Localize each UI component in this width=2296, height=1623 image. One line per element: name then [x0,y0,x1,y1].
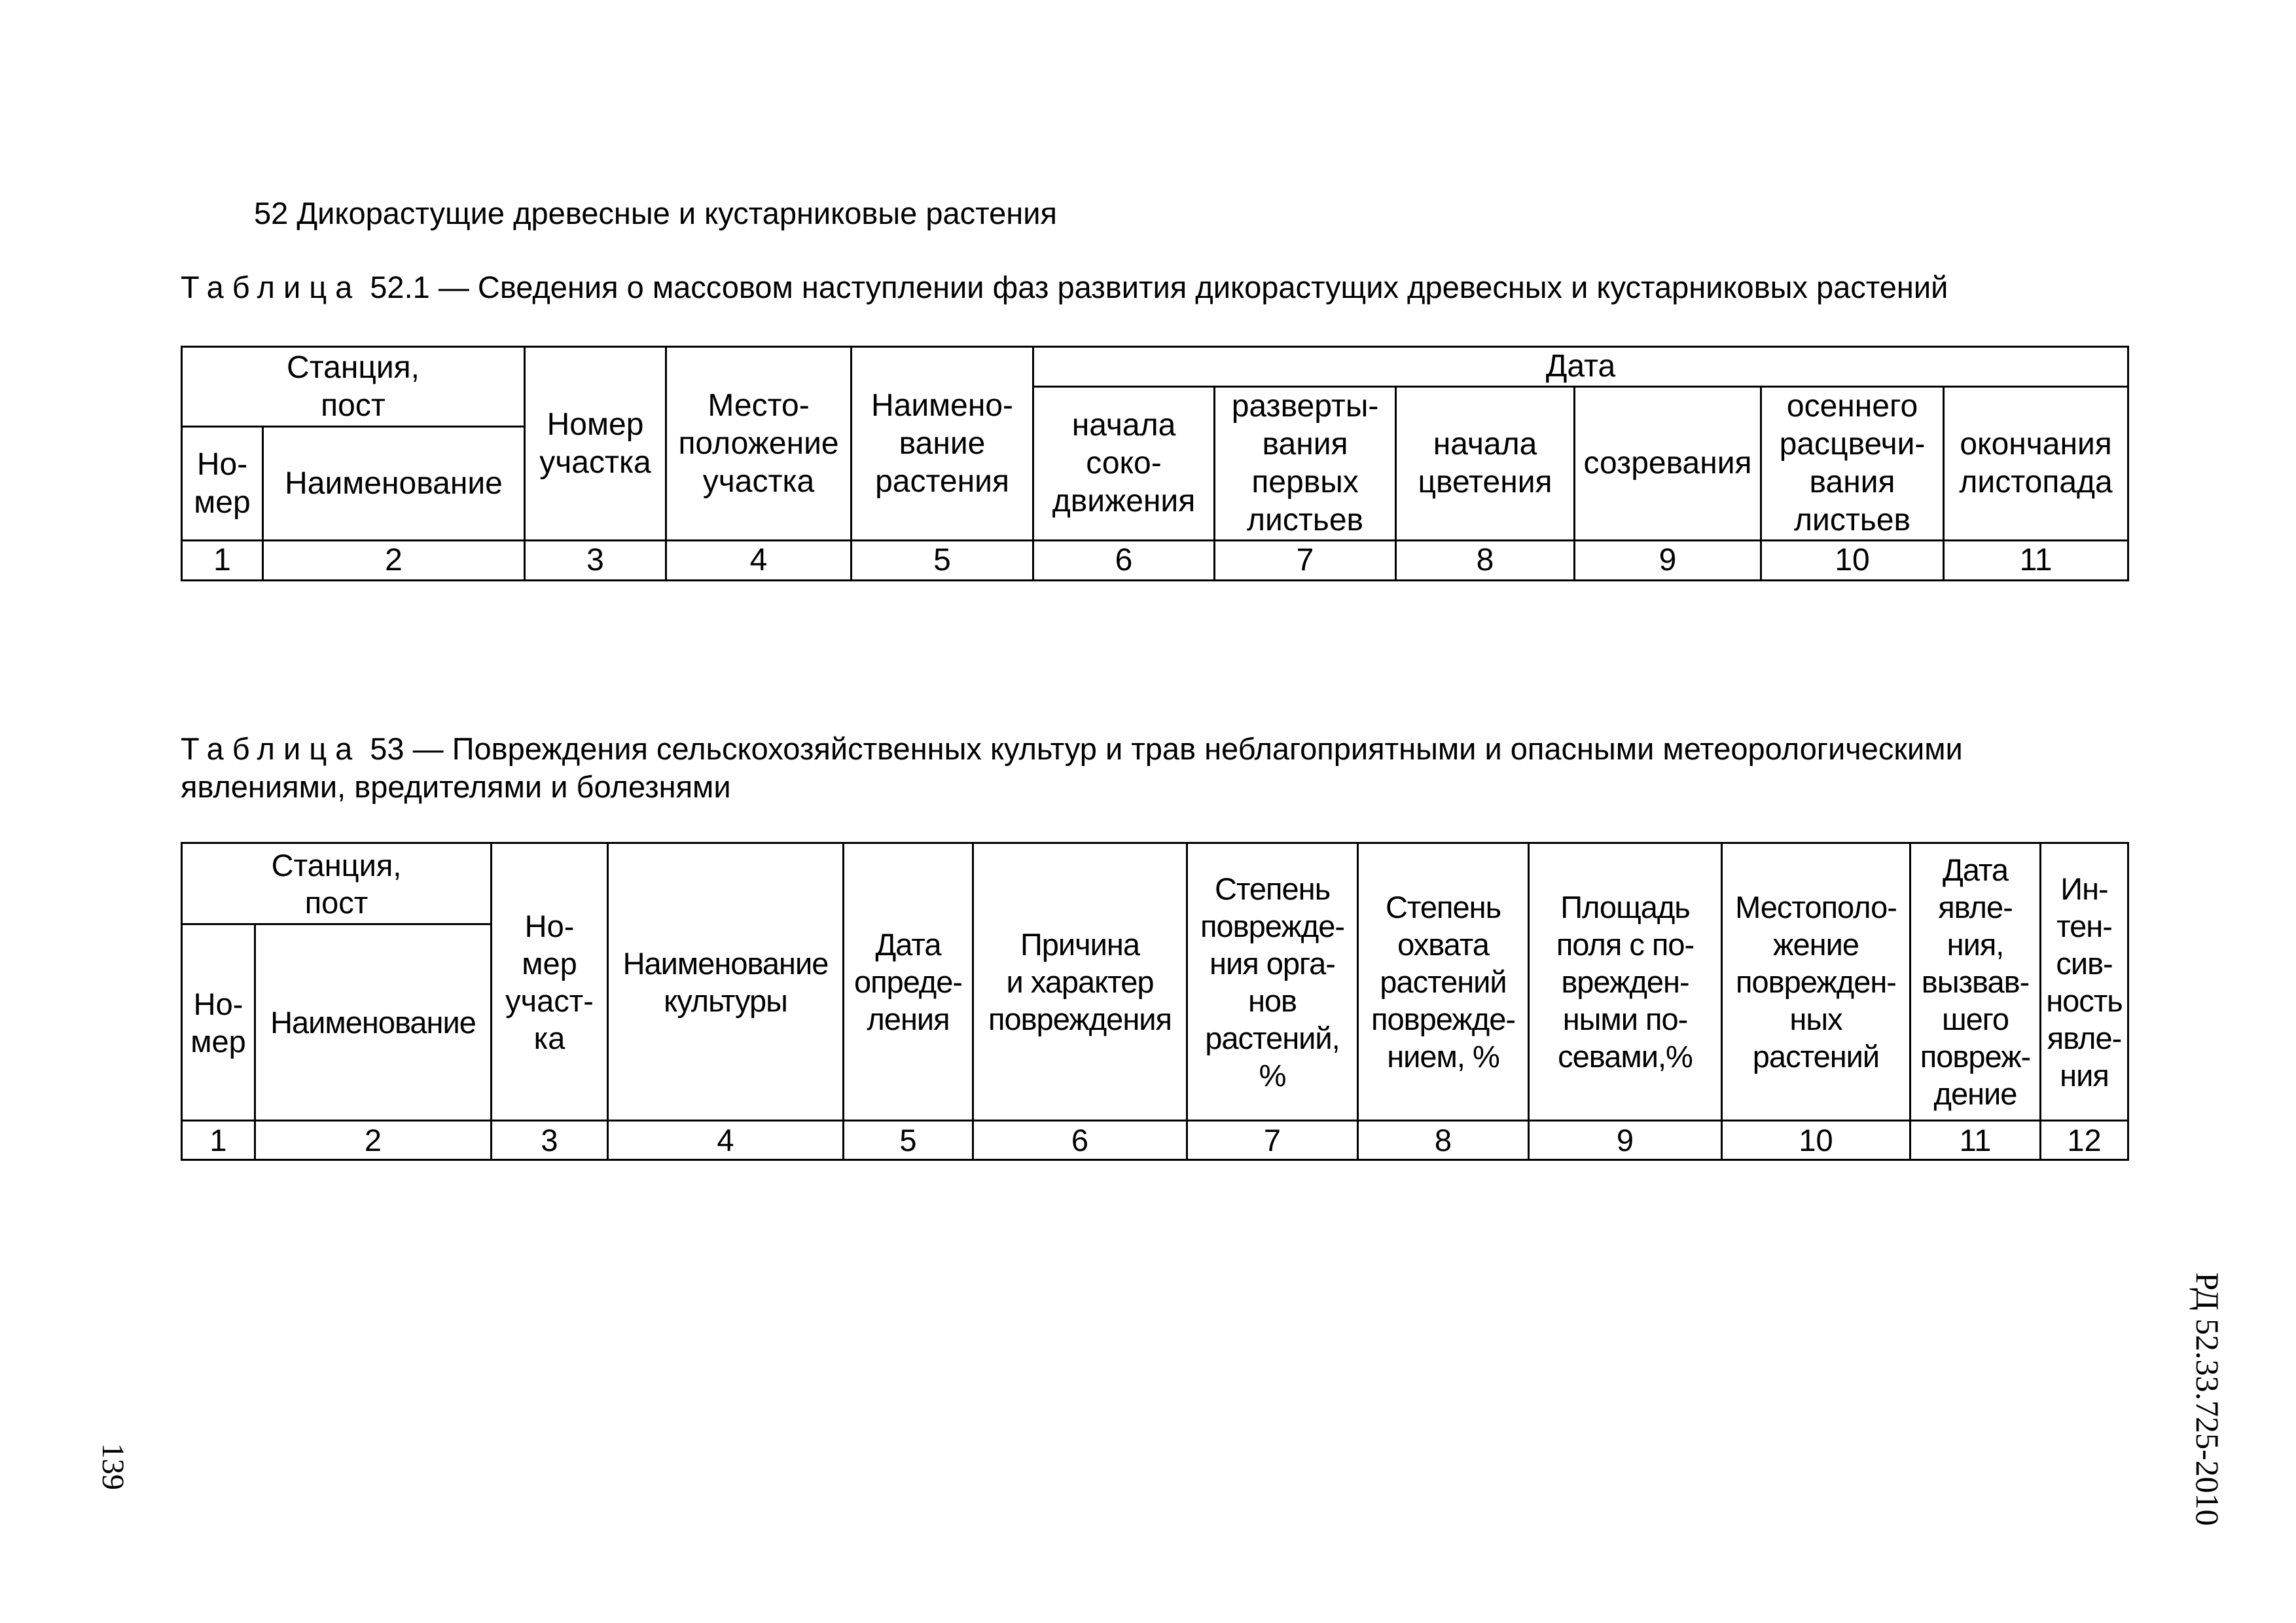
column-number: 3 [525,541,666,581]
section-heading: 52 Дикорастущие древесные и кустарниковые растения [254,196,1057,230]
header-plot-location: Место- положение участка [666,347,852,541]
column-number: 10 [1761,541,1944,581]
header-plot-number: Номер участка [525,347,666,541]
header-first-leaves: разверты- вания первых листьев [1215,387,1396,541]
table-53-caption-text: 53 — Повреждения сельскохозяйственных культур и трав неблагоприятными и опасными метеорологическими явлениями, вредителями и болезнями [181,731,1963,804]
header-station-post: Станция, пост [182,843,492,924]
column-number: 11 [1910,1121,2041,1160]
header-sap-flow-start: начала соко- движения [1033,387,1215,541]
table-53-caption-word: Таблица [181,731,361,766]
table-52-1 [181,346,2129,581]
header-event-date: Дата явле- ния, вызвав- шего повреж- дение [1910,843,2041,1121]
column-number: 2 [255,1121,492,1160]
document-code: РД 52.33.725-2010 [2189,1272,2226,1526]
header-number: Но- мер [182,924,255,1121]
header-field-area: Площадь поля с по- врежден- ными по- севами,% [1529,843,1722,1121]
header-autumn-coloring: осеннего расцвечи- вания листьев [1761,387,1944,541]
header-event-intensity: Ин- тен- сив- ность явле- ния [2041,843,2128,1121]
header-determination-date: Дата опреде- ления [844,843,973,1121]
column-number: 10 [1722,1121,1910,1160]
header-number: Но- мер [182,427,263,541]
table-52-1-caption-word: Таблица [181,270,361,304]
column-number: 4 [608,1121,844,1160]
header-name: Наименование [263,427,525,541]
column-number: 7 [1215,541,1396,581]
column-number: 6 [973,1121,1187,1160]
table-53 [181,842,2129,1161]
page-number: 139 [96,1443,130,1490]
header-ripening: созревания [1575,387,1761,541]
header-name: Наименование [255,924,492,1121]
header-damage-cause: Причина и характер повреждения [973,843,1187,1121]
table-52-1-caption-text: 52.1 — Сведения о массовом наступлении фаз развития дикорастущих древесных и кустарниковых растений [370,270,1948,304]
column-number: 8 [1396,541,1575,581]
column-number: 9 [1575,541,1761,581]
header-date: Дата [1033,347,2128,387]
column-number: 1 [182,1121,255,1160]
column-number: 2 [263,541,525,581]
column-number: 4 [666,541,852,581]
table-53-caption [181,730,2131,806]
header-flowering-start: начала цветения [1396,387,1575,541]
column-number: 3 [492,1121,608,1160]
header-plot-number: Но- мер участ- ка [492,843,608,1121]
column-number: 9 [1529,1121,1722,1160]
column-number: 5 [852,541,1033,581]
table-52-1-caption [181,268,2131,306]
header-coverage-degree: Степень охвата растений поврежде- нием, % [1358,843,1529,1121]
column-number: 6 [1033,541,1215,581]
column-number: 5 [844,1121,973,1160]
header-damaged-location: Местополо- жение поврежден- ных растений [1722,843,1910,1121]
header-station-post: Станция, пост [182,347,525,427]
column-number: 11 [1944,541,2128,581]
column-number: 1 [182,541,263,581]
header-crop-name: Наименование культуры [608,843,844,1121]
column-number: 12 [2041,1121,2128,1160]
header-organ-damage-degree: Степень поврежде- ния орга- нов растений, % [1187,843,1358,1121]
column-number: 8 [1358,1121,1529,1160]
column-number: 7 [1187,1121,1358,1160]
header-leaf-fall-end: окончания листопада [1944,387,2128,541]
header-plant-name: Наимено- вание растения [852,347,1033,541]
